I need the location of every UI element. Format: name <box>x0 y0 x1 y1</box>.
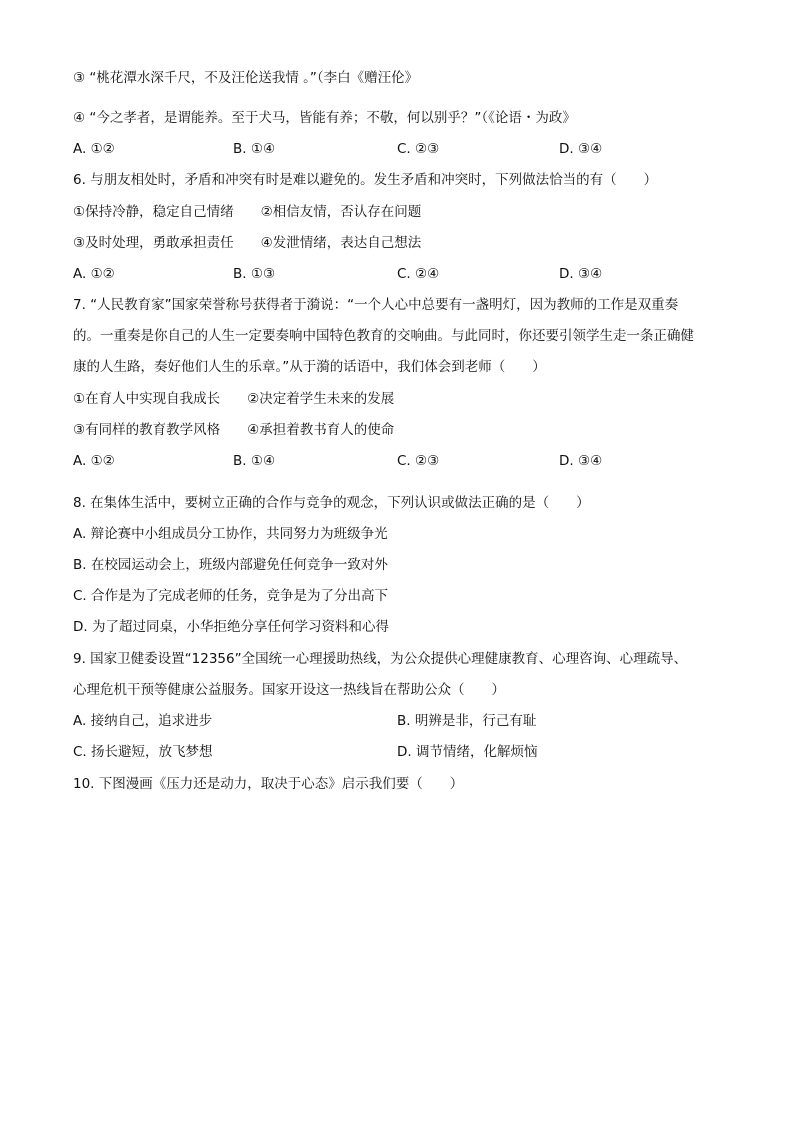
q5-item-3: ③ “桃花潭水深千尺，不及汪伦送我情 。”（李白《赠汪伦》 <box>73 70 419 86</box>
q5-option-d: D. ③④ <box>559 141 603 157</box>
q7-stem-line-3: 康的人生路，奏好他们人生的乐章。”从于漪的话语中，我们体会到老师（ ） <box>73 359 546 375</box>
q8-stem: 8. 在集体生活中，要树立正确的合作与竞争的观念，下列认识或做法正确的是（ ） <box>73 495 590 511</box>
q5-option-c: C. ②③ <box>397 141 440 157</box>
q6-stem: 6. 与朋友相处时，矛盾和冲突有时是难以避免的。发生矛盾和冲突时，下列做法恰当的有（ ） <box>73 172 658 188</box>
q8-option-b: B. 在校园运动会上，班级内部避免任何竞争一致对外 <box>73 557 388 573</box>
q6-choice-row-1: ①保持冷静，稳定自己情绪 ②相信友情，否认存在问题 <box>73 204 422 220</box>
q9-option-a: A. 接纳自己，追求进步 <box>73 713 213 729</box>
q5-option-a: A. ①② <box>73 141 115 157</box>
q6-option-c: C. ②④ <box>397 266 440 282</box>
q5-item-4: ④ “今之孝者，是谓能养。至于犬马，皆能有养；不敬，何以别乎？”（《论语・为政》 <box>73 110 576 126</box>
q6-choice-row-2: ③及时处理，勇敢承担责任 ④发泄情绪，表达自己想法 <box>73 235 422 251</box>
q9-option-b: B. 明辨是非，行己有耻 <box>397 713 537 729</box>
q6-option-d: D. ③④ <box>559 266 603 282</box>
q10-stem: 10. 下图漫画《压力还是动力，取决于心态》启示我们要（ ） <box>73 776 464 792</box>
q7-stem-line-2: 的。一重奏是你自己的人生一定要奏响中国特色教育的交响曲。与此同时，你还要引领学生走一条正确健 <box>73 328 694 344</box>
q7-option-c: C. ②③ <box>397 453 440 469</box>
q9-stem-line-1: 9. 国家卫健委设置“12356”全国统一心理援助热线，为公众提供心理健康教育、心理咨询、心理疏导、 <box>73 651 688 667</box>
q5-option-b: B. ①④ <box>233 141 276 157</box>
q7-choice-row-1: ①在育人中实现自我成长 ②决定着学生未来的发展 <box>73 391 395 407</box>
q6-option-a: A. ①② <box>73 266 115 282</box>
q7-option-d: D. ③④ <box>559 453 603 469</box>
q7-option-b: B. ①④ <box>233 453 276 469</box>
q9-stem-line-2: 心理危机干预等健康公益服务。国家开设这一热线旨在帮助公众（ ） <box>73 682 505 698</box>
q7-option-a: A. ①② <box>73 453 115 469</box>
q7-stem-line-1: 7. “人民教育家”国家荣誉称号获得者于漪说：“一个人心中总要有一盏明灯，因为教师的工作是双重奏 <box>73 297 679 313</box>
q8-option-a: A. 辩论赛中小组成员分工协作，共同努力为班级争光 <box>73 526 388 542</box>
q8-option-c: C. 合作是为了完成老师的任务，竞争是为了分出高下 <box>73 588 389 604</box>
q9-option-c: C. 扬长避短，放飞梦想 <box>73 744 213 760</box>
q6-option-b: B. ①③ <box>233 266 276 282</box>
q7-choice-row-2: ③有同样的教育教学风格 ④承担着教书育人的使命 <box>73 422 395 438</box>
q8-option-d: D. 为了超过同桌，小华拒绝分享任何学习资料和心得 <box>73 619 389 635</box>
q9-option-d: D. 调节情绪，化解烦恼 <box>397 744 538 760</box>
